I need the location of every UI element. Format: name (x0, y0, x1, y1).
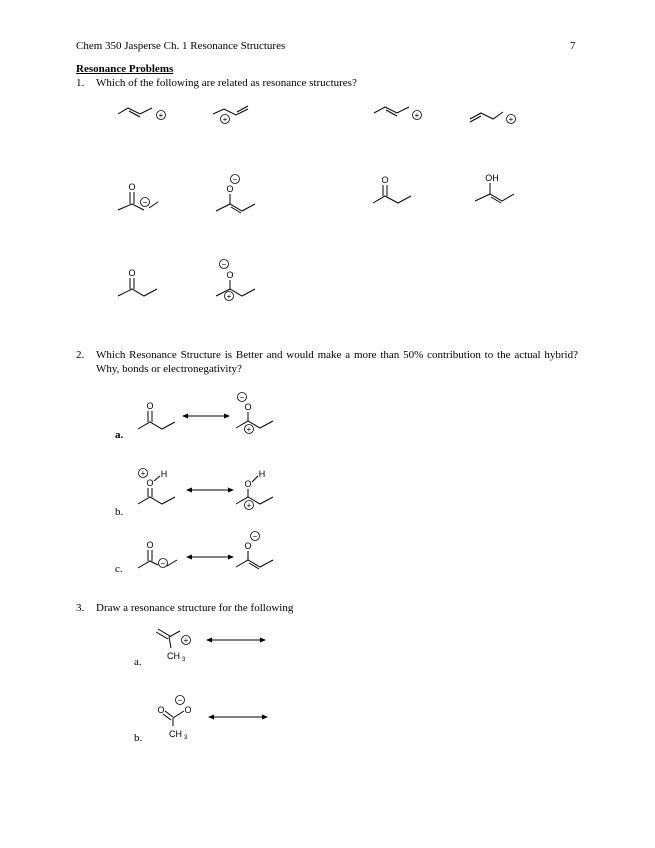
svg-text:O: O (244, 541, 252, 551)
svg-text:3: 3 (184, 735, 188, 741)
q2-text: Which Resonance Structure is Better and would make a more than 50% contribution to the actual hybrid? Why, bonds or electronegativity? (96, 349, 578, 375)
q3a-resonance-arrow[interactable] (204, 634, 268, 646)
q3-label-a: a. (134, 656, 142, 668)
svg-text:+: + (158, 111, 164, 120)
svg-text:O: O (146, 478, 154, 488)
svg-text:O: O (184, 705, 192, 715)
svg-text:O: O (226, 270, 234, 280)
svg-text:CH: CH (169, 729, 182, 739)
svg-text:O: O (146, 540, 154, 550)
q2a-charge-separated (228, 389, 283, 439)
q2-label-a: a. (115, 429, 124, 441)
q3a-allyl-cation (152, 624, 202, 666)
q2c-carbanion (130, 537, 185, 577)
q3-label-b: b. (134, 732, 143, 744)
q3-number: 3. (76, 602, 85, 614)
svg-text:CH: CH (167, 651, 180, 661)
svg-text:+: + (222, 115, 228, 124)
q1-number: 1. (76, 77, 85, 89)
q2a-ketone (130, 398, 185, 438)
q2b-carbocation (228, 465, 283, 515)
q3b-acetate (152, 692, 202, 742)
svg-text:+: + (140, 469, 146, 478)
q1-structure-1b (208, 100, 268, 130)
svg-text:O: O (128, 268, 136, 278)
svg-text:+: + (226, 292, 232, 301)
svg-text:−: − (252, 532, 258, 541)
svg-text:+: + (183, 636, 189, 645)
svg-text:O: O (244, 479, 252, 489)
q1-structure-1a (110, 100, 170, 130)
svg-text:H: H (258, 469, 266, 479)
q3-text: Draw a resonance structure for the following (96, 602, 294, 614)
q2b-oxonium (130, 465, 185, 513)
svg-text:O: O (157, 705, 165, 715)
q1-text: Which of the following are related as resonance structures? (96, 77, 357, 89)
svg-text:−: − (177, 696, 183, 705)
q1-structure-2a (110, 177, 170, 219)
q2-label-c: c. (115, 563, 123, 575)
q3b-resonance-arrow[interactable] (206, 711, 270, 723)
svg-text:+: + (246, 425, 252, 434)
q1-structure-1d (465, 103, 530, 133)
page-number: 7 (570, 40, 576, 52)
svg-text:O: O (146, 401, 154, 411)
svg-text:O: O (244, 402, 252, 412)
q1-structure-2c (368, 172, 428, 212)
svg-text:+: + (414, 111, 420, 120)
section-title: Resonance Problems (76, 63, 174, 75)
svg-text:−: − (142, 198, 148, 207)
svg-text:−: − (160, 559, 166, 568)
svg-text:3: 3 (182, 657, 186, 663)
svg-text:−: − (239, 393, 245, 402)
svg-text:OH: OH (485, 173, 499, 183)
svg-text:O: O (226, 184, 234, 194)
svg-text:−: − (221, 260, 227, 269)
svg-text:−: − (232, 175, 238, 184)
q1-structure-3b (208, 256, 268, 306)
svg-text:O: O (128, 182, 136, 192)
q2-number: 2. (76, 349, 85, 361)
svg-text:+: + (246, 501, 252, 510)
svg-text:+: + (508, 115, 514, 124)
q2-label-b: b. (115, 506, 124, 518)
q1-structure-3a (110, 265, 170, 305)
q2a-resonance-arrow (180, 410, 232, 422)
svg-text:H: H (160, 469, 168, 479)
q2c-enolate (228, 528, 283, 576)
q1-structure-2b (208, 170, 268, 218)
svg-text:O: O (381, 175, 389, 185)
header-title: Chem 350 Jasperse Ch. 1 Resonance Structures (76, 40, 286, 52)
q1-structure-2d (465, 170, 525, 212)
q1-structure-1c (368, 98, 433, 128)
